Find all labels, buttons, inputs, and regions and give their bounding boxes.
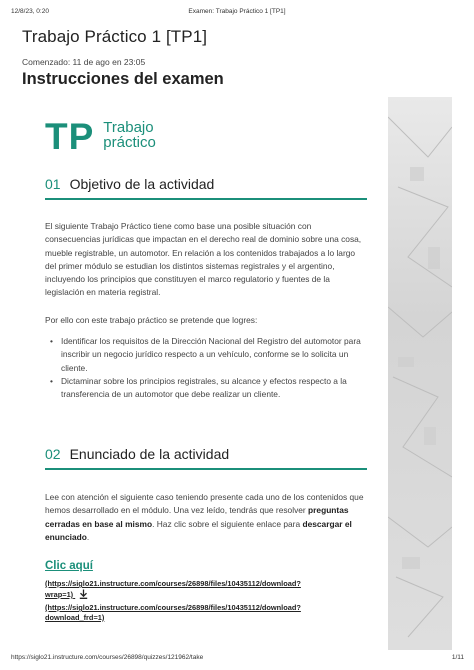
paragraph-text: . Haz clic sobre el siguiente enlace para <box>152 518 303 529</box>
tp-logo <box>45 118 156 155</box>
print-datetime: 12/8/23, 0:20 <box>11 8 49 15</box>
section-01-intro: Por ello con este trabajo práctico se pretende que logres: <box>45 315 258 325</box>
tp-logo-abbr: TP <box>45 116 95 157</box>
bullet-icon: • <box>50 375 53 386</box>
tp-logo-text <box>103 120 156 150</box>
list-item-text: Identificar los requisitos de la Dirección Nacional del Registro del automotor para inscribir un negocio jurídico respecto a un vehículo, conforme se lo solicita un cliente. <box>61 336 361 373</box>
section-01-header <box>45 176 367 200</box>
started-timestamp: Comenzado: 11 de ago en 23:05 <box>22 57 146 67</box>
link-url-line2: download_frd=1) <box>45 613 105 622</box>
section-divider <box>45 468 367 470</box>
paragraph-text: Lee con atención el siguiente caso teniendo presente cada uno de los contenidos que hemos desarrollado en el módulo. Una vez leído, tendrás que resolver <box>45 492 364 516</box>
print-url: https://siglo21.instructure.com/courses/26898/quizzes/121962/take <box>11 654 204 661</box>
tp-logo-line1: Trabajo <box>103 119 154 136</box>
section-01-paragraph: El siguiente Trabajo Práctico tiene como base una posible situación con consecuencias jurídicas que impactan en el derecho real de dominio sobre una cosa, mueble registrable, un automotor. En relación a los contenidos trabajados a lo largo del primer módulo se estudian los distintos sistemas registrales y el argentino, incluyendo los principios que constituyen el marco regulatorio y fuentes de la legislación en materia registral. <box>45 221 362 298</box>
link-url-line1: (https://siglo21.instructure.com/courses/26898/files/10435112/download? <box>45 603 301 612</box>
download-icon[interactable] <box>79 589 88 599</box>
click-here-link[interactable]: Clic aquí <box>45 560 93 572</box>
section-02-header <box>45 446 367 470</box>
paragraph-text: . <box>86 531 90 542</box>
instructions-heading: Instrucciones del examen <box>22 70 224 88</box>
download-link-frd[interactable] <box>45 603 301 623</box>
decorative-side-image <box>388 97 452 650</box>
link-url-line2: wrap=1) <box>45 590 74 599</box>
decorative-pattern-icon <box>388 97 452 650</box>
section-02-paragraph <box>45 491 367 544</box>
section-number: 01 <box>45 176 61 192</box>
list-item <box>45 335 367 375</box>
section-title: Enunciado de la actividad <box>69 446 230 462</box>
download-link-wrap[interactable] <box>45 579 301 600</box>
list-item-text: Dictaminar sobre los principios registrales, su alcance y efectos respecto a la transferencia de un automotor que debe realizar un cliente. <box>61 375 347 400</box>
paragraph-bold-text: descargar el enunciado <box>45 518 352 542</box>
page-number: 1/11 <box>451 654 464 661</box>
tp-logo-line2: práctico <box>103 134 156 151</box>
page-title: Trabajo Práctico 1 [TP1] <box>22 27 208 46</box>
link-url-line1: (https://siglo21.instructure.com/courses/26898/files/10435112/download? <box>45 579 301 588</box>
bullet-icon: • <box>50 336 53 346</box>
section-divider <box>45 198 367 200</box>
paragraph-bold-text: preguntas cerradas en base al mismo <box>45 505 349 529</box>
objectives-list <box>45 335 367 401</box>
list-item <box>45 375 367 402</box>
print-doc-title: Examen: Trabajo Práctico 1 [TP1] <box>188 8 286 15</box>
section-title: Objetivo de la actividad <box>69 176 215 192</box>
section-number: 02 <box>45 446 61 462</box>
